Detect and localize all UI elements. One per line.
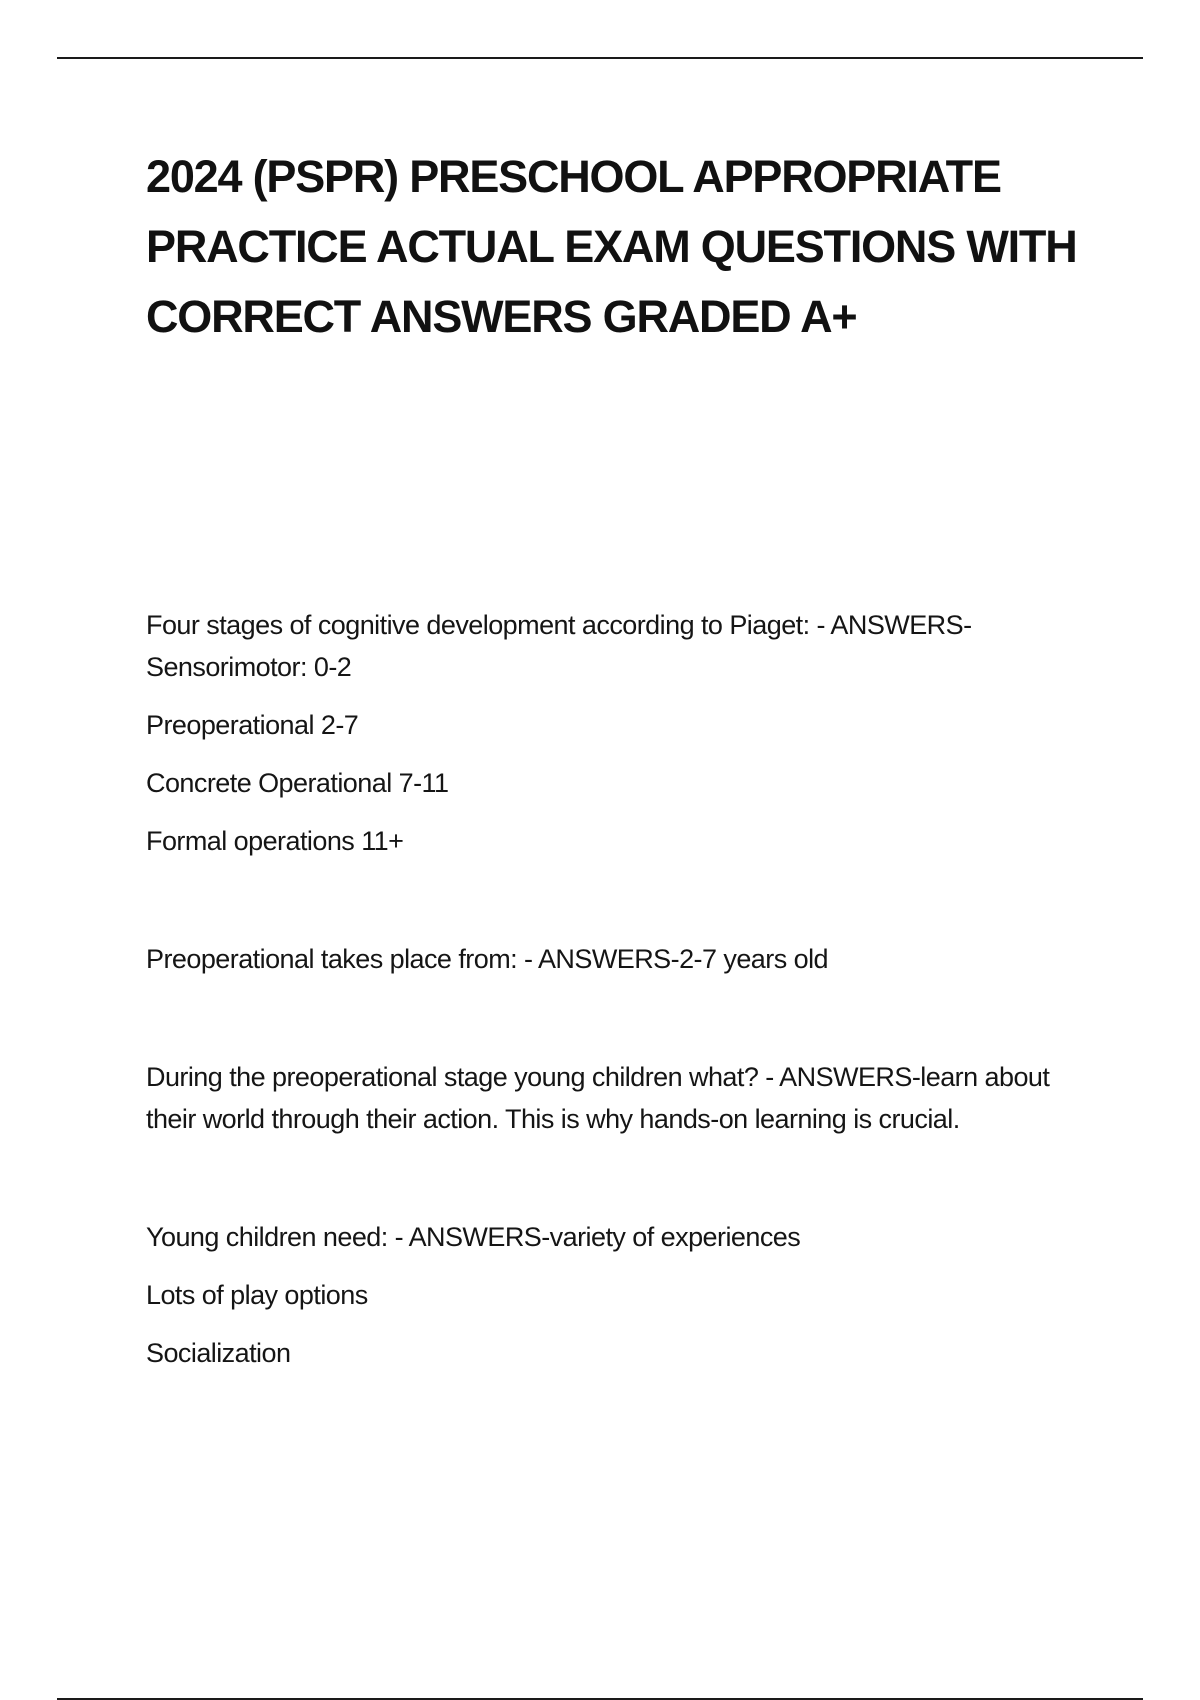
- question-with-answer: Preoperational takes place from: - ANSWERS-2-7 years old: [146, 944, 828, 974]
- answer-line: Formal operations 11+: [146, 826, 404, 856]
- qa-item: [146, 1056, 1106, 1140]
- answer-line: Socialization: [146, 1338, 291, 1368]
- question-with-answer: Four stages of cognitive development according to Piaget: - ANSWERS-Sensorimotor: 0-2: [146, 610, 972, 682]
- document-title: 2024 (PSPR) PRESCHOOL APPROPRIATE PRACTICE ACTUAL EXAM QUESTIONS WITH CORRECT ANSWERS GRADED A+: [146, 151, 1077, 342]
- qa-item: [146, 1216, 1106, 1374]
- qa-item: [146, 938, 1106, 980]
- document-body: [146, 604, 1106, 1374]
- answer-line: Preoperational 2-7: [146, 710, 359, 740]
- question-with-answer: Young children need: - ANSWERS-variety of experiences: [146, 1222, 801, 1252]
- answer-line: Lots of play options: [146, 1280, 368, 1310]
- qa-item: [146, 604, 1106, 862]
- question-with-answer: During the preoperational stage young children what? - ANSWERS-learn about their world through their action. This is why hands-on learning is crucial.: [146, 1062, 1050, 1134]
- top-divider: [57, 57, 1143, 59]
- answer-line: Concrete Operational 7-11: [146, 768, 449, 798]
